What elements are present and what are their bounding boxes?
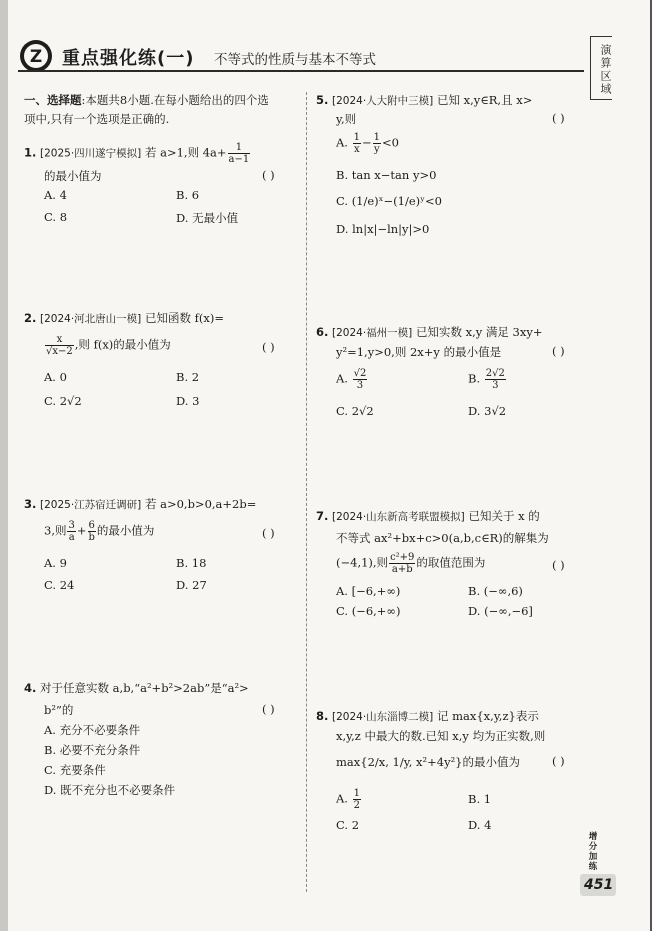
q2-option-d: D. 3 — [176, 394, 200, 408]
q6-stem — [316, 324, 543, 342]
q7-source: [2024·山东新高考联盟模拟] — [332, 511, 465, 523]
column-divider — [306, 92, 307, 892]
q6-source: [2024·福州一模] — [332, 327, 413, 339]
q7-line-2: 不等式 ax²+bx+c>0(a,b,c∈R)的解集为 — [336, 531, 549, 545]
q6-option-a — [336, 368, 368, 391]
q1-source: [2025·四川遂宁模拟] — [40, 147, 142, 160]
q3-f2-num: 6 — [88, 520, 95, 531]
q8-source: [2024·山东淄博二模] — [332, 711, 434, 723]
q8-a-den: 2 — [353, 800, 360, 811]
q5-a-f2-num: 1 — [373, 132, 381, 143]
q6-number: 6. — [316, 325, 329, 339]
q8-stem — [316, 708, 539, 726]
page-title: 重点强化练(一) — [62, 48, 195, 69]
q3-stem-text: 若 a>0,b>0,a+2b= — [144, 497, 257, 511]
q7-fraction — [389, 552, 415, 575]
q2-stem — [24, 310, 224, 328]
q5-a-f1-num: 1 — [353, 132, 360, 143]
q6-b-den: 3 — [492, 380, 499, 391]
q4-option-d: D. 既不充分也不必要条件 — [44, 783, 176, 797]
q8-a-frac — [353, 788, 361, 811]
scan-edge — [0, 0, 8, 931]
q2-line-2-text: ,则 f(x)的最小值为 — [74, 337, 171, 352]
q4-option-a: A. 充分不必要条件 — [44, 723, 141, 737]
q4-stem — [24, 680, 249, 697]
q7-frac-den: a+b — [391, 564, 413, 575]
q6-a-frac — [353, 368, 368, 391]
q5-line-2: y,则 — [336, 112, 357, 126]
q7-option-c: C. (−6,+∞) — [336, 604, 401, 618]
q7-stem-text: 已知关于 x 的 — [468, 509, 540, 523]
q6-b-label: B. — [468, 371, 481, 386]
q6-line-2: y²=1,y>0,则 2x+y 的最小值是 — [336, 345, 502, 359]
q6-a-num: √2 — [353, 368, 367, 379]
q8-line-3: max{2/x, 1/y, x²+4y²}的最小值为 — [336, 755, 520, 769]
q4-option-c: C. 充要条件 — [44, 763, 106, 777]
q1-answer-paren: ( ) — [262, 168, 275, 182]
q3-stem — [24, 496, 256, 514]
q5-a-label: A. — [336, 135, 348, 150]
q2-answer-paren: ( ) — [262, 340, 275, 354]
q4-option-b: B. 必要不充分条件 — [44, 743, 141, 757]
q5-a-frac-2 — [373, 132, 381, 155]
q3-line-2-a: 3,则 — [44, 523, 67, 538]
q4-answer-paren: ( ) — [262, 702, 275, 716]
q3-number: 3. — [24, 497, 37, 511]
q7-line-3-a: (−4,1),则 — [336, 555, 389, 570]
q5-number: 5. — [316, 93, 329, 107]
q5-a-f1-den: x — [353, 144, 360, 155]
z-logo-icon — [18, 38, 56, 74]
q3-line-2-b: 的最小值为 — [96, 523, 155, 538]
q2-frac-num: x — [45, 334, 74, 346]
q3-option-c: C. 24 — [44, 578, 75, 592]
q3-option-a: A. 9 — [44, 556, 67, 570]
q8-option-c: C. 2 — [336, 818, 360, 832]
q7-option-d: D. (−∞,−6] — [468, 604, 533, 618]
q8-option-d: D. 4 — [468, 818, 492, 832]
page-number: 451 — [584, 877, 614, 893]
q7-answer-paren: ( ) — [552, 558, 565, 572]
q7-option-a: A. [−6,+∞) — [336, 584, 401, 598]
q8-option-b: B. 1 — [468, 792, 492, 806]
q2-stem-text: 已知函数 f(x)= — [144, 311, 224, 325]
q5-a-f2-den: y — [374, 144, 380, 155]
side-label-bottom: 增分加练 — [588, 832, 598, 872]
q3-f2-den: b — [88, 532, 95, 543]
q1-frac-den: a−1 — [228, 154, 250, 165]
q5-option-b: B. tan x−tan y>0 — [336, 168, 437, 182]
q3-fraction-1 — [67, 520, 75, 543]
q1-line-2: 的最小值为 — [44, 169, 102, 183]
q5-a-minus: − — [362, 135, 372, 150]
q3-f1-num: 3 — [68, 520, 75, 531]
q3-f1-den: a — [68, 532, 75, 543]
q6-answer-paren: ( ) — [552, 344, 565, 358]
q6-stem-text: 已知实数 x,y 满足 3xy+ — [415, 325, 543, 339]
q2-number: 2. — [24, 311, 37, 325]
q5-source: [2024·人大附中三模] — [332, 95, 434, 107]
q8-a-label: A. — [336, 791, 348, 806]
q7-line-3 — [336, 552, 485, 575]
q7-frac-num: c²+9 — [390, 552, 415, 563]
q6-b-num: 2√2 — [485, 368, 505, 379]
q2-fraction — [45, 334, 74, 357]
q2-frac-den: √x−2 — [46, 346, 73, 357]
q5-option-c: C. (1/e)ˣ−(1/e)ʸ<0 — [336, 194, 442, 208]
header-rule — [18, 70, 584, 72]
q4-number: 4. — [24, 681, 37, 695]
q3-answer-paren: ( ) — [262, 526, 275, 540]
q1-stem-text: 若 a>1,则 4a+ — [144, 145, 227, 160]
q8-stem-text: 记 max{x,y,z}表示 — [436, 709, 539, 723]
q7-line-3-b: 的取值范围为 — [416, 555, 486, 570]
q6-b-frac — [485, 368, 506, 391]
q5-stem — [316, 92, 532, 110]
q6-option-b — [468, 368, 507, 391]
q3-line-2 — [44, 520, 154, 543]
logo-letter: Z — [29, 47, 43, 67]
q5-a-frac-1 — [353, 132, 361, 155]
q7-number: 7. — [316, 509, 329, 523]
q5-option-a — [336, 132, 399, 155]
intro-text-1: :本题共8小题.在每小题给出的四个选 — [81, 93, 269, 107]
intro-line-2: 项中,只有一个选项是正确的. — [24, 112, 170, 126]
q8-answer-paren: ( ) — [552, 754, 565, 768]
q5-stem-text: 已知 x,y∈R,且 x> — [436, 93, 533, 107]
q2-option-c: C. 2√2 — [44, 394, 82, 408]
intro-line-1 — [24, 92, 269, 109]
q1-stem — [24, 142, 251, 165]
q1-number: 1. — [24, 145, 37, 160]
q1-option-b: B. 6 — [176, 188, 200, 202]
q6-a-den: 3 — [356, 380, 364, 391]
q3-option-d: D. 27 — [176, 578, 207, 592]
q6-option-c: C. 2√2 — [336, 404, 374, 418]
q4-line-2: b²”的 — [44, 703, 74, 717]
q7-option-b: B. (−∞,6) — [468, 584, 523, 598]
q3-source: [2025·江苏宿迁调研] — [40, 499, 142, 511]
q1-option-a: A. 4 — [44, 188, 67, 202]
intro-heading: 一、选择题 — [24, 93, 82, 107]
q5-option-d: D. ln|x|−ln|y|>0 — [336, 222, 430, 236]
q6-option-d: D. 3√2 — [468, 404, 507, 418]
q1-option-d: D. 无最小值 — [176, 211, 239, 225]
q5-a-post: <0 — [382, 135, 399, 150]
q3-option-b: B. 18 — [176, 556, 207, 570]
q7-stem — [316, 508, 540, 526]
q4-stem-text: 对于任意实数 a,b,“a²+b²>2ab”是“a²> — [40, 681, 249, 695]
q2-line-2 — [44, 334, 171, 357]
q8-a-num: 1 — [353, 788, 360, 799]
q3-plus: + — [76, 523, 87, 538]
q8-option-a — [336, 788, 362, 811]
q2-source: [2024·河北唐山一模] — [40, 313, 142, 325]
q8-number: 8. — [316, 709, 329, 723]
q1-fraction — [228, 142, 251, 165]
q6-a-label: A. — [336, 371, 348, 386]
q2-option-a: A. 0 — [44, 370, 67, 384]
side-tab: 演算区域 — [590, 36, 612, 100]
q5-answer-paren: ( ) — [552, 111, 565, 125]
q1-option-c: C. 8 — [44, 210, 68, 224]
q1-frac-num: 1 — [228, 142, 251, 154]
q3-fraction-2 — [88, 520, 96, 543]
page-subtitle: 不等式的性质与基本不等式 — [214, 52, 376, 68]
q2-option-b: B. 2 — [176, 370, 200, 384]
q8-line-2: x,y,z 中最大的数.已知 x,y 均为正实数,则 — [336, 729, 546, 743]
